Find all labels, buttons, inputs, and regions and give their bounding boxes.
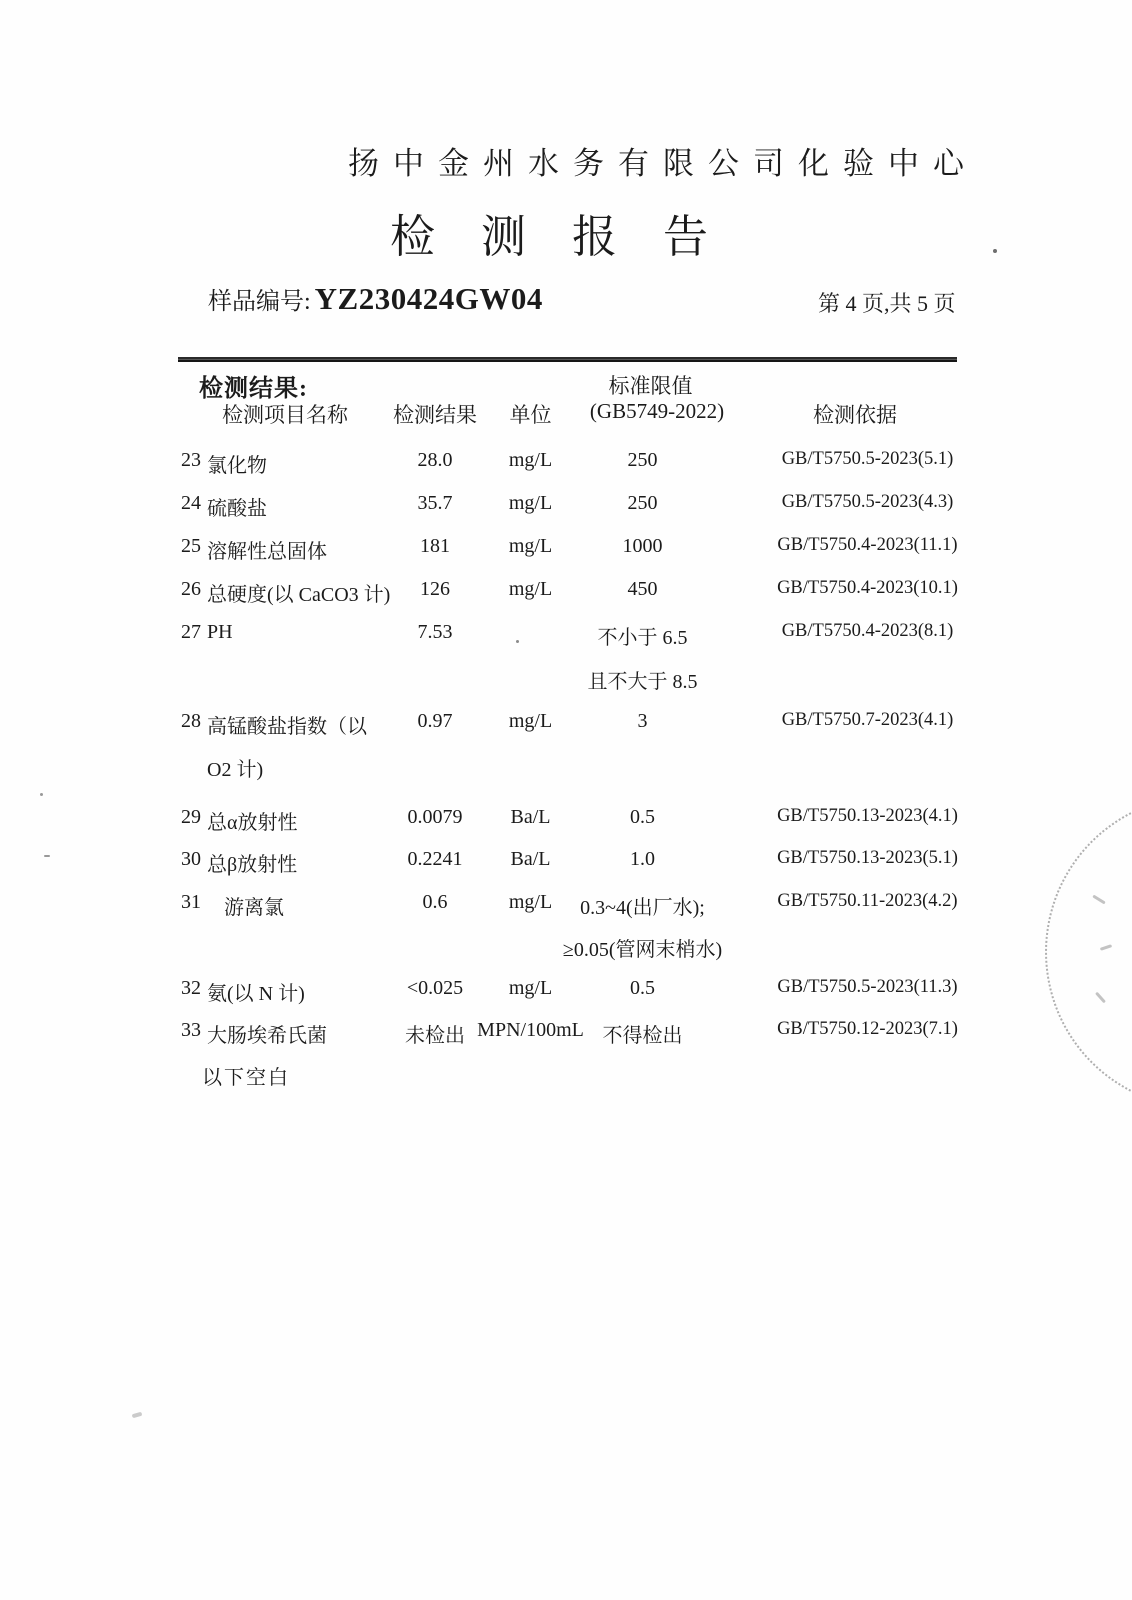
item-result: 0.2241 [407, 848, 463, 870]
item-name: 游离氯 [224, 897, 284, 919]
row-number: 27 [181, 621, 201, 643]
stamp-edge [1045, 795, 1132, 1109]
item-unit: Ba/L [510, 848, 551, 870]
row-number: 32 [181, 977, 201, 999]
row-number: 24 [181, 492, 201, 514]
item-result: 126 [420, 578, 450, 600]
scan-speck [44, 855, 50, 857]
item-limit: 0.5 [630, 806, 655, 828]
item-unit: mg/L [508, 449, 553, 471]
row-number: 33 [181, 1019, 201, 1041]
row-number: 30 [181, 848, 201, 870]
item-name: 硫酸盐 [207, 498, 267, 520]
item-basis: GB/T5750.4-2023(10.1) [777, 578, 958, 598]
item-basis: GB/T5750.11-2023(4.2) [777, 891, 958, 911]
item-basis: GB/T5750.5-2023(5.1) [781, 449, 954, 469]
item-unit: mg/L [508, 492, 553, 514]
col-header-basis: 检测依据 [813, 403, 897, 427]
scan-speck [132, 1412, 143, 1418]
row-number: 31 [181, 891, 201, 913]
item-result: 未检出 [405, 1025, 465, 1047]
item-name: 氨(以 N 计) [207, 983, 305, 1005]
col-header-unit: 单位 [509, 403, 552, 427]
item-name: 溶解性总固体 [207, 541, 327, 563]
item-basis: GB/T5750.5-2023(4.3) [781, 492, 954, 512]
item-limit: 不小于 6.5 [597, 627, 688, 649]
item-name-line2: O2 计) [207, 759, 264, 781]
item-basis: GB/T5750.4-2023(8.1) [781, 621, 954, 641]
item-limit: 1000 [622, 535, 663, 557]
sample-number-line [208, 281, 543, 317]
item-result: 35.7 [417, 492, 453, 514]
item-limit: 0.5 [630, 977, 655, 999]
org-name: 扬中金州水务有限公司化验中心 [348, 146, 978, 181]
item-limit-line2: ≥0.05(管网末梢水) [562, 939, 723, 961]
table-row [0, 1019, 1132, 1047]
item-name: 大肠埃希氏菌 [207, 1025, 327, 1047]
item-basis: GB/T5750.5-2023(11.3) [777, 977, 958, 997]
col-header-item-name: 检测项目名称 [222, 403, 348, 427]
item-basis: GB/T5750.13-2023(4.1) [777, 806, 958, 826]
item-unit: MPN/100mL [477, 1019, 584, 1041]
row-number: 28 [181, 710, 201, 732]
item-unit: mg/L [508, 977, 553, 999]
table-header-row [0, 399, 1132, 427]
item-name: PH [207, 621, 233, 643]
item-limit: 0.3~4(出厂水); [580, 897, 705, 919]
table-row [0, 578, 1132, 606]
scan-speck [40, 793, 43, 796]
table-row [0, 891, 1132, 919]
item-unit: mg/L [508, 578, 553, 600]
horizontal-rule [178, 357, 957, 362]
scan-speck [516, 640, 519, 643]
item-limit: 250 [627, 449, 658, 471]
limit-column-title: 标准限值 [608, 374, 693, 398]
end-of-report-note: 以下空白 [202, 1067, 290, 1089]
item-unit: mg/L [508, 891, 553, 913]
col-header-result: 检测结果 [393, 403, 477, 427]
item-unit: mg/L [508, 710, 553, 732]
item-basis: GB/T5750.4-2023(11.1) [777, 535, 958, 555]
item-basis: GB/T5750.7-2023(4.1) [781, 710, 954, 730]
item-name: 高锰酸盐指数（以 [207, 716, 367, 738]
item-limit: 3 [637, 710, 648, 732]
item-result: 0.0079 [407, 806, 463, 828]
item-limit: 不得检出 [602, 1025, 683, 1047]
row-number: 26 [181, 578, 201, 600]
table-row [0, 710, 1132, 738]
table-row [0, 806, 1132, 834]
item-unit: Ba/L [510, 806, 551, 828]
table-row [0, 977, 1132, 1005]
item-limit: 1.0 [630, 848, 655, 870]
item-limit-line2: 且不大于 8.5 [587, 671, 698, 693]
item-limit: 450 [627, 578, 658, 600]
scan-speck [993, 249, 997, 253]
col-header-limit-standard: (GB5749-2022) [589, 399, 725, 423]
table-row [0, 848, 1132, 876]
sample-number-label: 样品编号: [208, 289, 311, 315]
item-basis: GB/T5750.13-2023(5.1) [777, 848, 958, 868]
item-limit: 250 [627, 492, 658, 514]
item-unit: mg/L [508, 535, 553, 557]
report-title: 检测报告 [390, 212, 755, 262]
item-name: 总硬度(以 CaCO3 计) [207, 584, 391, 606]
table-row [0, 492, 1132, 520]
item-name: 总β放射性 [207, 854, 298, 876]
row-number: 29 [181, 806, 201, 828]
item-result: 7.53 [417, 621, 453, 643]
table-row [0, 621, 1132, 649]
row-number: 23 [181, 449, 201, 471]
item-result: 28.0 [417, 449, 453, 471]
item-result: 181 [420, 535, 450, 557]
results-section-title: 检测结果: [199, 376, 308, 402]
item-result: <0.025 [406, 977, 464, 999]
item-result: 0.6 [422, 891, 448, 913]
item-result: 0.97 [417, 710, 453, 732]
item-name: 总α放射性 [207, 812, 298, 834]
row-number: 25 [181, 535, 201, 557]
table-row [0, 535, 1132, 563]
item-basis: GB/T5750.12-2023(7.1) [777, 1019, 958, 1039]
sample-number-value: YZ230424GW04 [314, 281, 543, 316]
table-row [0, 449, 1132, 477]
item-name: 氯化物 [207, 455, 267, 477]
page-indicator: 第 4 页,共 5 页 [818, 291, 956, 316]
